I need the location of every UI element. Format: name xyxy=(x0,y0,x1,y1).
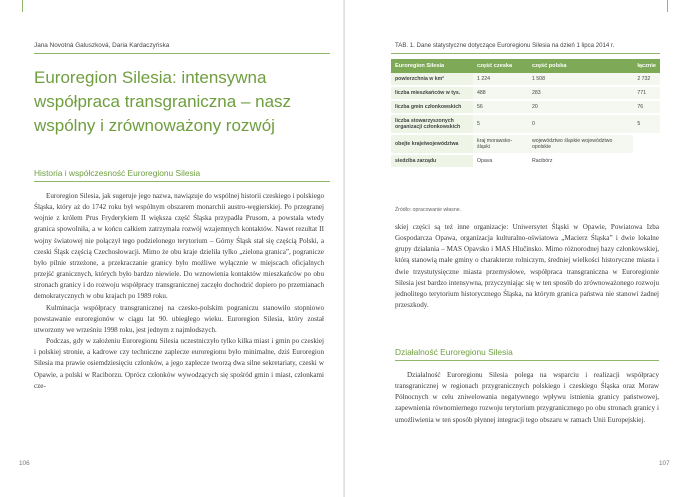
table-row-label: siedziba zarządu xyxy=(391,154,473,168)
table-row-label: liczba gmin członkowskich xyxy=(391,100,473,114)
section-divider-activity xyxy=(395,360,659,361)
table-row xyxy=(391,73,660,86)
table-row xyxy=(391,134,660,154)
table-header-row xyxy=(391,59,660,73)
paragraph: Podczas, gdy w założeniu Euroregionu Silesia uczestniczyło tylko kilka miast i gmin po czeskiej i polskiej stronie, a kadrowe czy techniczne zaplecze euroregionu było minimalne, dziś Euroregion Silesia ma prawie osiemdziesięciu członków, a jego zaplecze tworzą dwa silne sekretariaty, czeski w Opawie, a polski w Raciborzu. Oprócz członków wywodzących się spośród gmin i miast, członkami cze- xyxy=(34,337,324,390)
table-cell: 0 xyxy=(528,114,633,134)
section-divider-history xyxy=(34,181,330,182)
table-cell: 20 xyxy=(528,100,633,114)
table-cell: 5 xyxy=(633,114,660,134)
table-header-cell: część polska xyxy=(528,59,633,73)
paragraph: Kulminacja współpracy transgranicznej na czesko-polskim pograniczu stanowiło stopniowo powstawanie euroregionów w ciągu lat 90. ubiegłego wieku. Euroregion Silesia, który został utworzony we wrześniu 1998 roku, jest jednym z najmłodszych. xyxy=(34,303,324,334)
caption-divider xyxy=(391,53,660,54)
authors: Jana Novotná Galuszková, Daria Kardaczyńska xyxy=(34,42,170,49)
table-row xyxy=(391,86,660,100)
left-page-top-rule xyxy=(22,0,23,12)
table-header-cell: łącznie xyxy=(633,59,660,73)
table-row-label: liczba mieszkańców w tys. xyxy=(391,86,473,100)
table-row xyxy=(391,114,660,134)
table-cell: 56 xyxy=(473,100,528,114)
paragraph: Euroregion Silesia, jak sugeruje jego nazwa, nawiązuje do wspólnej historii czeskiego i polskiego Śląska, który aż do 1742 roku był wspólnym obszarem monarchii austro-węgierskiej. Po przegranej wojnie z królem Prus Fryderykiem II większa część Śląska przypadła Prusom, a powstała wtedy granica spowolniła, a w końcu całkiem zatrzymała rozwój wzajemnych kontaktów. Nawet rezultat II wojny światowej nie połączył tego podzielonego terytorium – Górny Śląsk stał się częścią Polski, a czeski Śląsk częścią Czechosłowacji. Mimo że obu kraje dzieliła tylko „zielona granica”, pogranicze było pilnie strzeżone, a przekraczanie granicy było możliwe wyłącznie w miejscach oficjalnych przejść granicznych, których było bardzo niewiele. Do wznowienia kontaktów mieszkańców po obu stronach granicy i do rozwoju współpracy transgranicznej zaczęło dochodzić dopiero po przemianach demokratycznych w obu krajach po 1989 roku. xyxy=(34,192,324,301)
table-caption: TAB. 1. Dane statystyczne dotyczące Euroregionu Silesia na dzień 1 lipca 2014 r. xyxy=(395,42,615,49)
table-cell: 5 xyxy=(473,114,528,134)
table-cell xyxy=(633,134,660,154)
statistics-table xyxy=(391,59,660,169)
table-cell: Opava xyxy=(473,154,528,168)
paragraph: Działalność Euroregionu Silesia polega na wsparciu i realizacji współpracy transgranicznej w regionach przygranicznych polskiego i czeskiego Śląska oraz Moraw Północnych w celu zniwelowania negatywnego wpływu istnienia granicy państwowej, zapewnienia równomiernego rozwoju terytorium przygranicznego po obu stronach granicy i umożliwienia w ten sposób płynnej integracji tego obszaru w ramach Unii Europejskiej. xyxy=(395,371,659,424)
page-number-left: 106 xyxy=(19,460,30,467)
table-row xyxy=(391,100,660,114)
table-cell: województwo śląskie województwo opolskie xyxy=(528,134,633,154)
section-heading-activity: Działalność Euroregionu Silesia xyxy=(395,347,513,357)
table-row xyxy=(391,154,660,168)
table-row-label: powierzchnia w km² xyxy=(391,73,473,86)
table-cell: 2 732 xyxy=(633,73,660,86)
paragraph: skiej części są też inne organizacje: Uniwersytet Śląski w Opawie, Powiatowa Izba Gospodarcza Opawa, organizacja kulturalno-oświatowa „Macierz Śląska” i dwie lokalne grupy działania – MAS Opavsko i MAS Hlučínsko. Mimo różnorodnej bazy członkowskiej, którą stanowią małe gminy o charakterze rolniczym, średniej wielkości historyczne miasta i dwie trzystutysięczne miasta przemysłowe, współpraca transgraniczna w Euroregionie Silesia jest bardzo intensywna, przyczyniając się w ten sposób do zrównoważonego rozwoju jednolitego terytorium historycznego Śląska, na którym granica państwa nie stanowi żadnej przeszkody. xyxy=(395,223,659,310)
right-page-top-rule xyxy=(667,0,668,12)
table-source-note: Źródło: opracowanie własne. xyxy=(395,207,462,213)
table-cell: 488 xyxy=(473,86,528,100)
section-heading-history: Historia i współczesność Euroregionu Silesia xyxy=(34,168,201,178)
table-cell: 771 xyxy=(633,86,660,100)
right-body-text xyxy=(395,222,659,311)
table-cell: 76 xyxy=(633,100,660,114)
table-header-cell: Euroregion Silesia xyxy=(391,59,473,73)
table-row-label: obejte kraje/województwa xyxy=(391,134,473,154)
article-title: Euroregion Silesia: intensywna współpraca transgraniczna – nasz wspólny i zrównoważony rozwój xyxy=(34,68,292,135)
table-cell: 1 224 xyxy=(473,73,528,86)
table-cell xyxy=(633,154,660,168)
table-cell: Racibórz xyxy=(528,154,633,168)
table-cell: kraj morawsko-śląski xyxy=(473,134,528,154)
right-body-text-2 xyxy=(395,370,659,426)
authors-divider xyxy=(34,53,330,54)
table-cell: 1 508 xyxy=(528,73,633,86)
table-row-label: liczba stowarzyszonych organizacji członkowskich xyxy=(391,114,473,134)
left-body-text xyxy=(34,191,324,392)
table-header-cell: część czeska xyxy=(473,59,528,73)
page-number-right: 107 xyxy=(659,460,670,467)
table-cell: 283 xyxy=(528,86,633,100)
